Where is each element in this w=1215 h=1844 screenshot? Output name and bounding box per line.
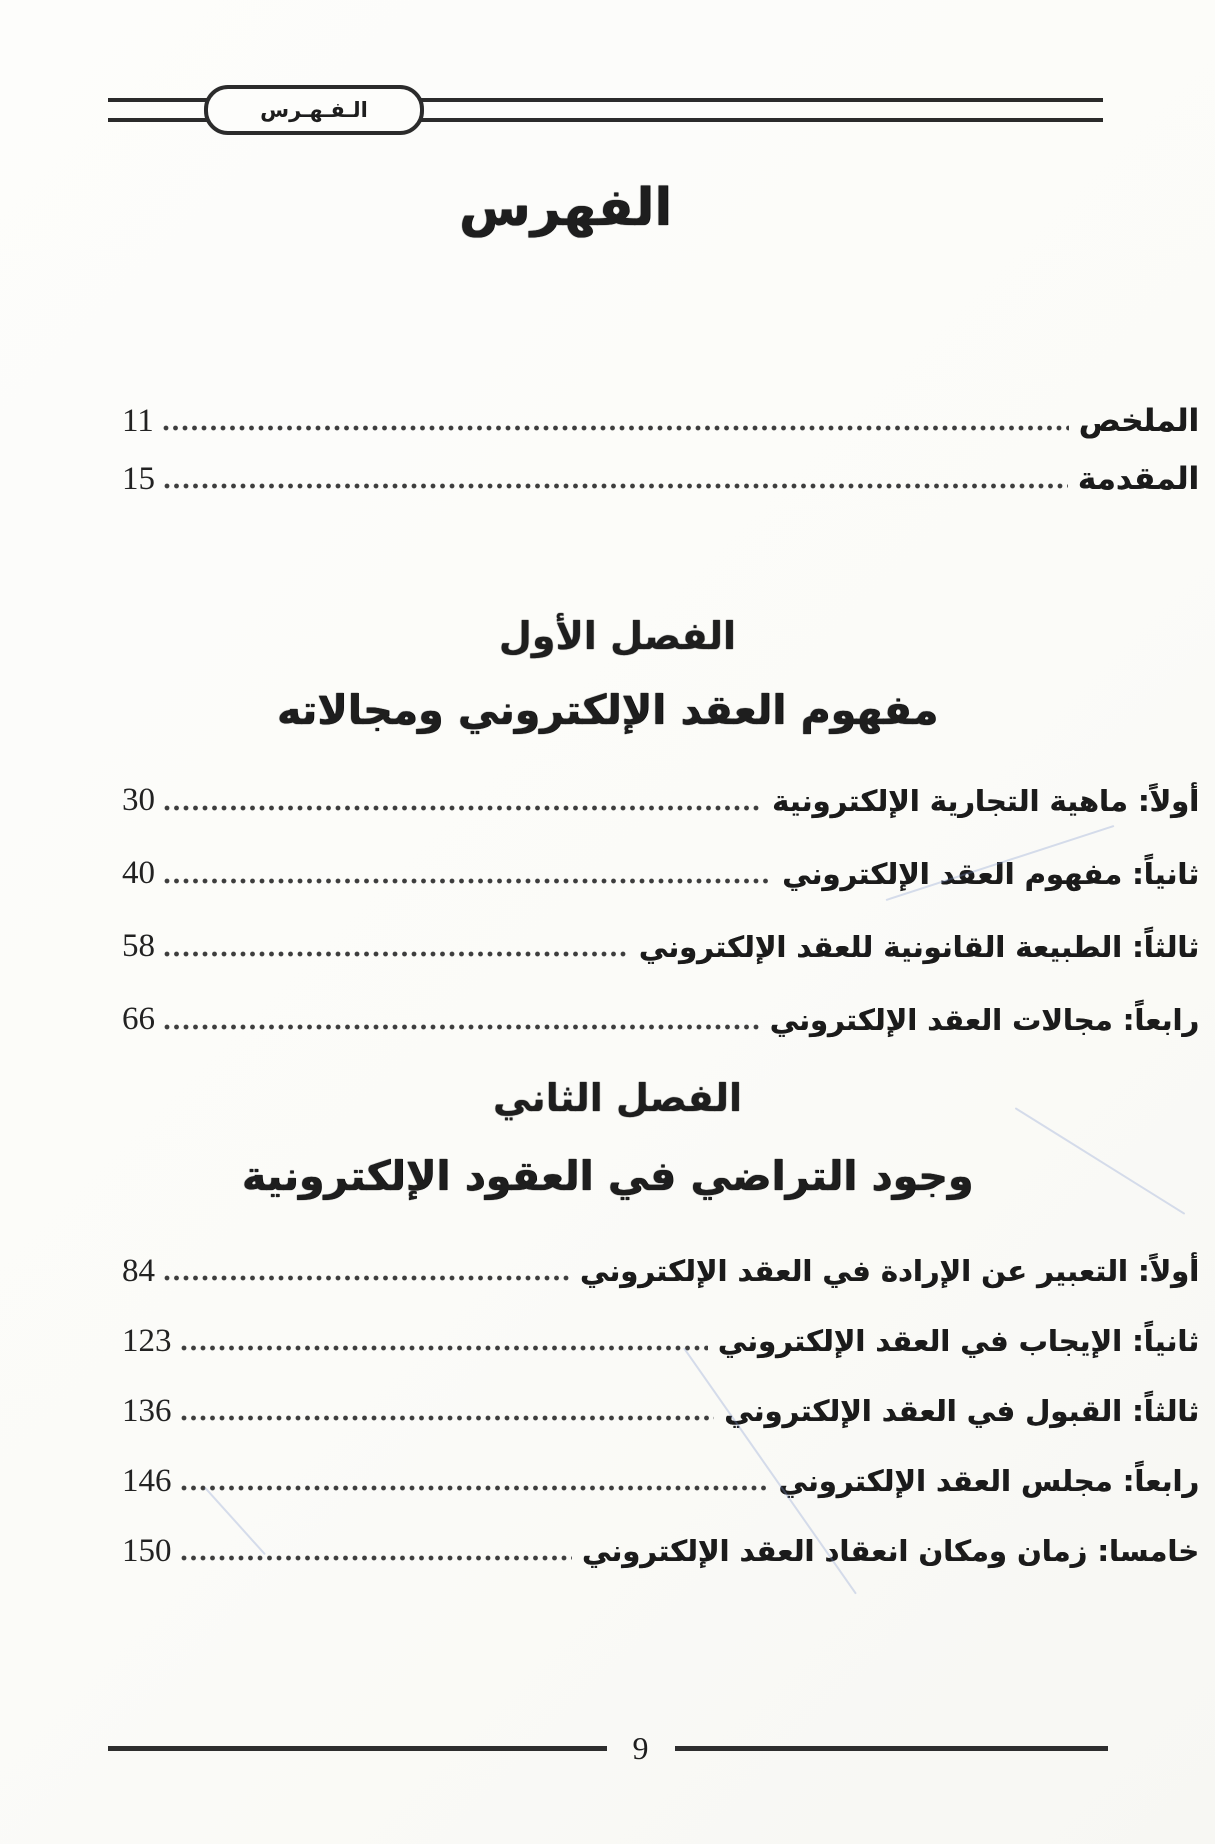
toc-row	[122, 837, 1199, 910]
toc-entry-page: 15	[122, 460, 155, 497]
toc-entry-page: 123	[122, 1322, 172, 1359]
dotted-leader	[180, 1483, 769, 1493]
toc-row	[122, 392, 1199, 450]
toc-row	[122, 1516, 1199, 1586]
toc-entry-label: رابعاً: مجالات العقد الإلكتروني	[769, 1002, 1199, 1037]
toc-entry-page: 30	[122, 782, 155, 818]
toc-entry-page: 146	[122, 1462, 172, 1499]
toc-entry-page: 40	[122, 855, 155, 891]
header-rule-right	[420, 98, 1103, 122]
toc-entry-page: 66	[122, 1001, 155, 1037]
toc-entry-label: خامسا: زمان ومكان انعقاد العقد الإلكتروني	[581, 1534, 1199, 1568]
dotted-leader	[162, 423, 1069, 433]
toc-entry-label: ثانياً: الإيجاب في العقد الإلكتروني	[717, 1324, 1199, 1358]
toc-row	[122, 1236, 1199, 1306]
dotted-leader	[163, 1273, 570, 1283]
toc-row	[122, 1376, 1199, 1446]
toc-row	[122, 450, 1199, 508]
dotted-leader	[163, 481, 1068, 491]
footer-rule-left	[108, 1746, 607, 1751]
dotted-leader	[163, 1022, 760, 1032]
toc-row	[122, 1446, 1199, 1516]
toc-row	[122, 910, 1199, 983]
toc-entry-page: 58	[122, 928, 155, 964]
toc-chapter-1-section	[122, 764, 1199, 1056]
dotted-leader	[180, 1413, 715, 1423]
toc-front-section	[122, 392, 1199, 508]
toc-entry-label: ثالثاً: الطبيعة القانونية للعقد الإلكتروني	[638, 929, 1199, 964]
toc-entry-label: أولاً: التعبير عن الإرادة في العقد الإلكتروني	[579, 1254, 1199, 1288]
dotted-leader	[180, 1553, 572, 1563]
header-tab-label: الـفـهـرس	[260, 98, 368, 122]
toc-row	[122, 983, 1199, 1056]
page-footer	[108, 1728, 1108, 1768]
dotted-leader	[163, 876, 772, 886]
footer-rule-right	[675, 1746, 1108, 1751]
chapter-1-subtitle: مفهوم العقد الإلكتروني ومجالاته	[276, 686, 939, 734]
toc-entry-page: 136	[122, 1392, 172, 1429]
toc-entry-label: رابعاً: مجلس العقد الإلكتروني	[778, 1464, 1199, 1498]
toc-row	[122, 764, 1199, 837]
dotted-leader	[163, 803, 762, 813]
dotted-leader	[180, 1343, 708, 1353]
toc-entry-page: 150	[122, 1532, 172, 1569]
chapter-2-title: الفصل الثاني	[492, 1076, 743, 1120]
chapter-1-title: الفصل الأول	[498, 614, 737, 658]
toc-chapter-2-section	[122, 1236, 1199, 1586]
toc-entry-label: المقدمة	[1077, 461, 1199, 497]
toc-entry-label: الملخص	[1078, 403, 1199, 439]
dotted-leader	[163, 949, 629, 959]
header-rule-left	[108, 98, 208, 122]
page-header	[108, 86, 1103, 134]
footer-page-number: 9	[632, 1729, 649, 1766]
toc-entry-label: ثالثاً: القبول في العقد الإلكتروني	[724, 1394, 1199, 1428]
page-title: الفهرس	[458, 178, 673, 238]
toc-entry-label: أولاً: ماهية التجارية الإلكترونية	[772, 783, 1199, 818]
chapter-2-subtitle: وجود التراضي في العقود الإلكترونية	[241, 1152, 974, 1200]
toc-entry-page: 11	[122, 402, 154, 439]
toc-row	[122, 1306, 1199, 1376]
header-cartouche	[204, 85, 424, 135]
toc-entry-label: ثانياً: مفهوم العقد الإلكتروني	[782, 856, 1199, 891]
toc-entry-page: 84	[122, 1252, 155, 1289]
